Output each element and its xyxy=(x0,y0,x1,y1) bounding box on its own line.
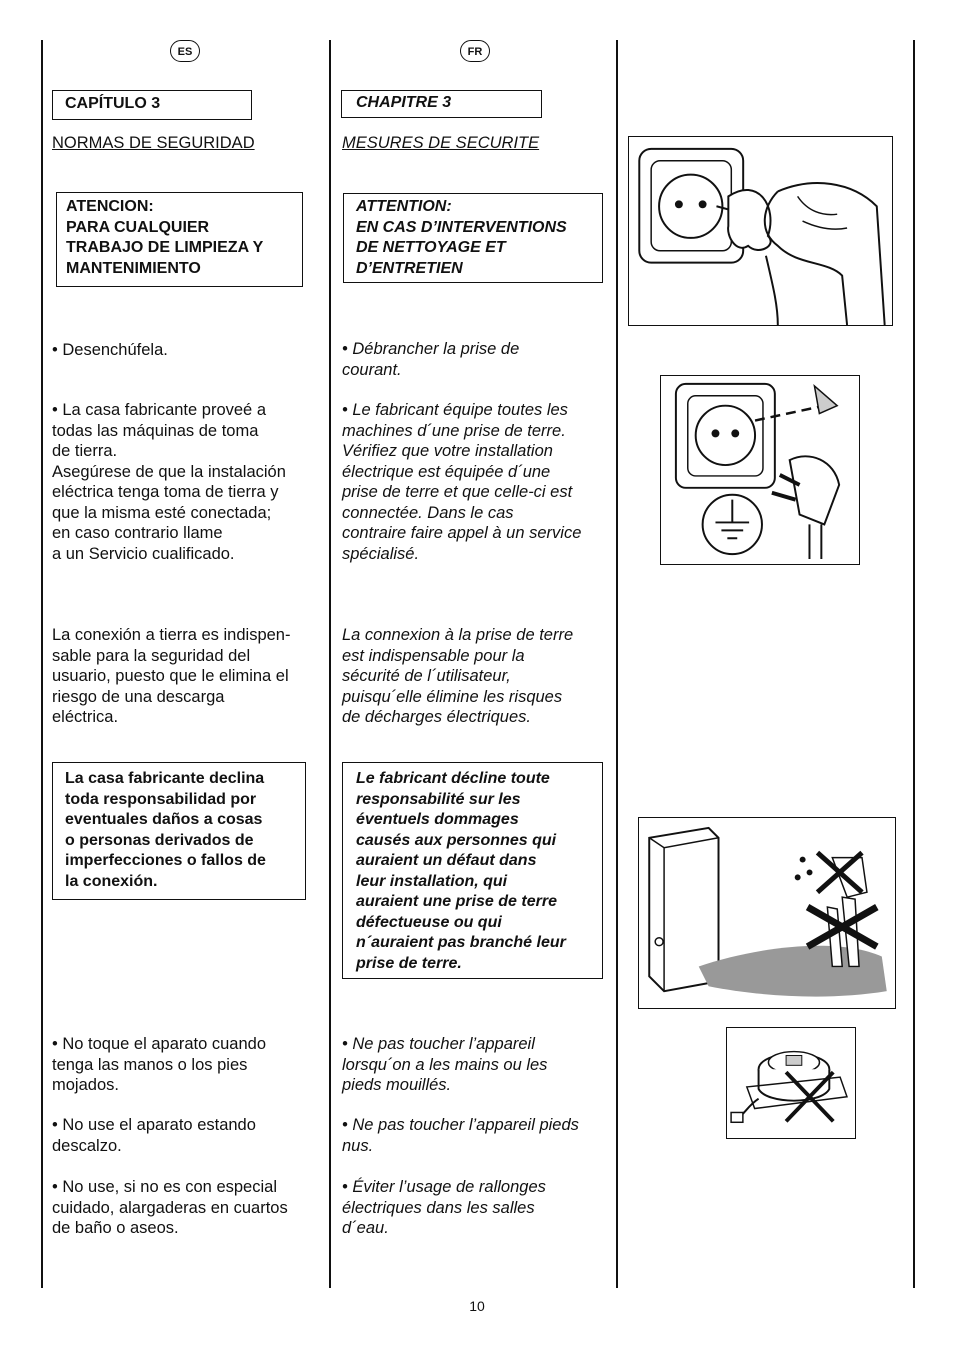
es-barefoot-text: • No use el aparato estando descalzo. xyxy=(52,1116,256,1155)
outer-column-rule xyxy=(913,40,915,1288)
fr-section-title: MESURES DE SECURITE xyxy=(342,134,540,152)
fr-connection-text: La connexion à la prise de terre est indispensable pour la sécurité de l´utilisateur, puisqu´elle élimine les risques de décharges électriques. xyxy=(342,626,574,726)
es-chapter-box: CAPÍTULO 3 xyxy=(52,90,252,120)
left-column-rule xyxy=(41,40,43,1288)
fr-language-badge: FR xyxy=(460,40,490,62)
middle-column-rule xyxy=(329,40,331,1288)
es-section-title: NORMAS DE SEGURIDAD xyxy=(52,134,255,152)
unplug-illustration xyxy=(628,136,893,326)
right-column-rule xyxy=(616,40,618,1288)
es-extension-text: • No use, si no es con especial cuidado, alargaderas en cuartos de baño o aseos. xyxy=(52,1178,288,1237)
es-language-badge: ES xyxy=(170,40,200,62)
page-number: 10 xyxy=(469,1298,485,1314)
fr-unplug-text: • Débrancher la prise de courant. xyxy=(342,340,520,379)
grounded-plug-icon xyxy=(661,376,859,564)
es-warning-box: ATENCION: PARA CUALQUIER TRABAJO DE LIMPIEZA Y MANTENIMIENTO xyxy=(56,192,303,287)
fr-warning-box: ATTENTION: EN CAS D’INTERVENTIONS DE NETTOYAGE ET D’ENTRETIEN xyxy=(343,193,603,283)
es-unplug-text: • Desenchúfela. xyxy=(52,341,168,359)
es-earthing-text: • La casa fabricante proveé a todas las máquinas de toma de tierra. Asegúrese de que la instalación eléctrica tenga toma de tierra y que la misma esté conectada; en caso contrario llame a un Servicio cualificado. xyxy=(52,401,286,563)
fr-earthing-text: • Le fabricant équipe toutes les machines d´une prise de terre. Vérifiez que votre installation électrique est équipée d´une prise de terre et que celle-ci est connectée. Dans le cas contraire faire appel à un service spécialisé. xyxy=(342,401,582,563)
fr-disclaimer-box: Le fabricant décline toute responsabilité sur les éventuels dommages causés aux personnes qui auraient un défaut dans leur installation, qui auraient une prise de terre défectueuse ou qui n´auraient pas branché leur prise de terre. xyxy=(342,762,603,979)
es-wet-hands-text: • No toque el aparato cuando tenga las manos o los pies mojados. xyxy=(52,1035,267,1094)
fr-barefoot-text: • Ne pas toucher l’appareil pieds nus. xyxy=(342,1116,579,1155)
fr-chapter-box: CHAPITRE 3 xyxy=(341,90,542,118)
earth-plug-illustration xyxy=(660,375,860,565)
wet-barefoot-warning-icon xyxy=(639,818,895,1008)
fr-wet-hands-text: • Ne pas toucher l’appareil lorsqu´on a les mains ou les pieds mouillés. xyxy=(342,1035,548,1094)
es-connection-text: La conexión a tierra es indispen- sable para la seguridad del usuario, puesto que le elimina el riesgo de una descarga eléctrica. xyxy=(52,626,291,726)
fr-extension-text: • Éviter l’usage de rallonges électriques dans les salles d´eau. xyxy=(342,1178,546,1237)
wet-hands-illustration xyxy=(638,817,896,1009)
hand-unplugging-icon xyxy=(629,137,892,325)
crossed-extension-reel-icon xyxy=(727,1028,855,1138)
es-disclaimer-box: La casa fabricante declina toda responsabilidad por eventuales daños a cosas o personas derivados de imperfecciones o fallos de la conexión. xyxy=(52,762,306,900)
extension-cord-illustration xyxy=(726,1027,856,1139)
